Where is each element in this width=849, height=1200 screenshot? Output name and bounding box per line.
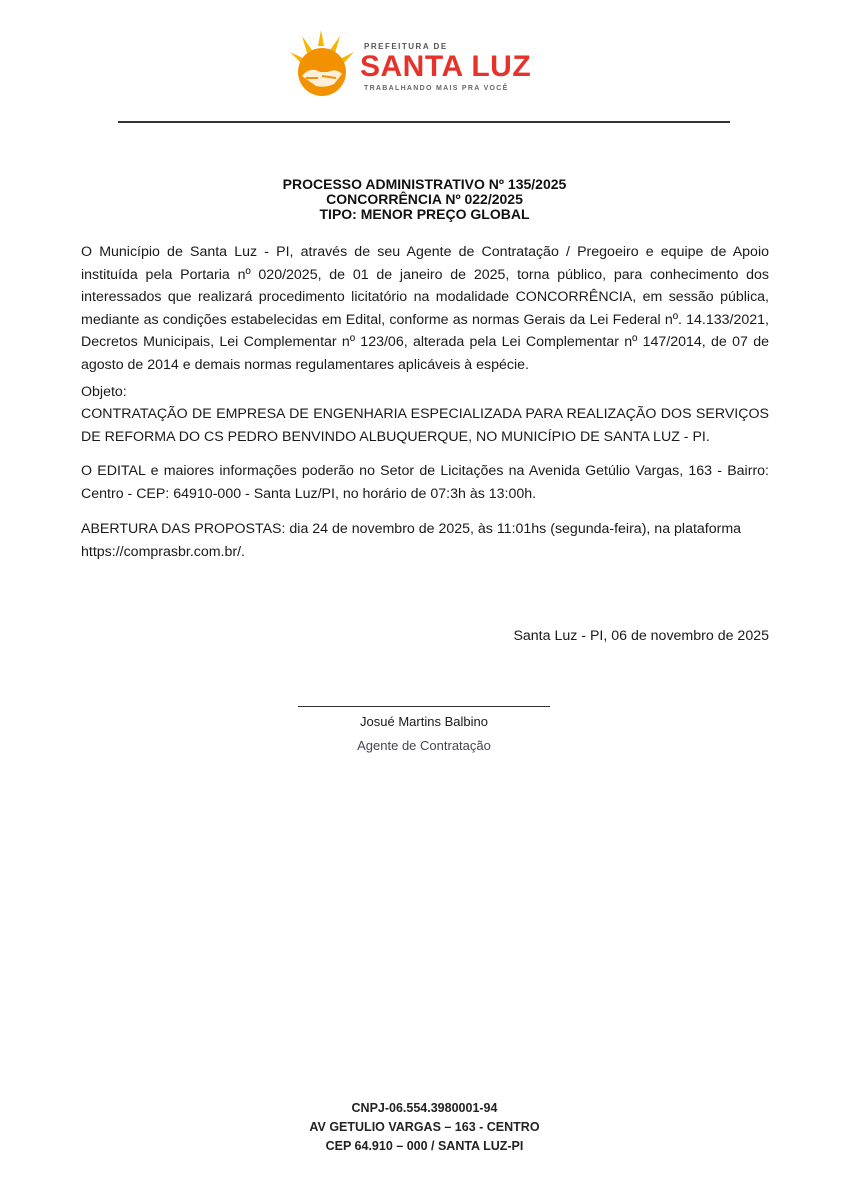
municipality-logo: [288, 28, 563, 100]
heading-tipo: TIPO: MENOR PREÇO GLOBAL: [319, 206, 530, 222]
intro-paragraph: O Município de Santa Luz - PI, através de seu Agente de Contratação / Pregoeiro e equipe de Apoio instituída pela Portaria nº 020/2025, de 01 de janeiro de 2025, torna público, para conhecimento dos interessados que realizará procedimento licitatório na modalidade CONCORRÊNCIA, em sessão pública, mediante as condições estabelecidas em Edital, conforme as normas Gerais da Lei Federal nº. 14.133/2021, Decretos Municipais, Lei Complementar nº 123/06, alterada pela Lei Complementar nº 147/2014, de 07 de agosto de 2014 e demais normas regulamentares aplicáveis à espécie.: [81, 244, 769, 373]
objeto-label: Objeto:: [81, 384, 127, 400]
logo-tagline: TRABALHANDO MAIS PRA VOCÊ: [364, 85, 509, 92]
footer-cep: CEP 64.910 – 000 / SANTA LUZ-PI: [325, 1139, 524, 1153]
logo-kicker: PREFEITURA DE: [364, 42, 448, 51]
logo-brand: SANTA LUZ: [360, 50, 532, 83]
heading-process: PROCESSO ADMINISTRATIVO Nº 135/2025: [282, 176, 567, 192]
footer-cnpj: CNPJ-06.554.3980001-94: [351, 1101, 498, 1115]
document-heading: [0, 177, 849, 222]
objeto-text: CONTRATAÇÃO DE EMPRESA DE ENGENHARIA ESPECIALIZADA PARA REALIZAÇÃO DOS SERVIÇOS DE REFORMA DO CS PEDRO BENVINDO ALBUQUERQUE, NO MUNICÍPIO DE SANTA LUZ - PI.: [81, 406, 769, 445]
signatory-name: Josué Martins Balbino: [360, 714, 488, 729]
signature-line: [298, 706, 550, 707]
abertura-paragraph: ABERTURA DAS PROPOSTAS: dia 24 de novembro de 2025, às 11:01hs (segunda-feira), na plataforma https://comprasbr.com.br/.: [81, 521, 742, 560]
date-line: Santa Luz - PI, 06 de novembro de 2025: [513, 628, 769, 644]
header-divider: [118, 121, 730, 123]
heading-concorrencia: CONCORRÊNCIA Nº 022/2025: [326, 191, 523, 207]
footer-address: AV GETULIO VARGAS – 163 - CENTRO: [309, 1120, 540, 1134]
sun-handshake-icon: [288, 28, 358, 100]
footer: [0, 1099, 849, 1156]
signatory-role: Agente de Contratação: [357, 738, 491, 753]
edital-paragraph: O EDITAL e maiores informações poderão no Setor de Licitações na Avenida Getúlio Vargas, 163 - Bairro: Centro - CEP: 64910-000 - Santa Luz/PI, no horário de 07:3h às 13:00h.: [81, 463, 769, 502]
